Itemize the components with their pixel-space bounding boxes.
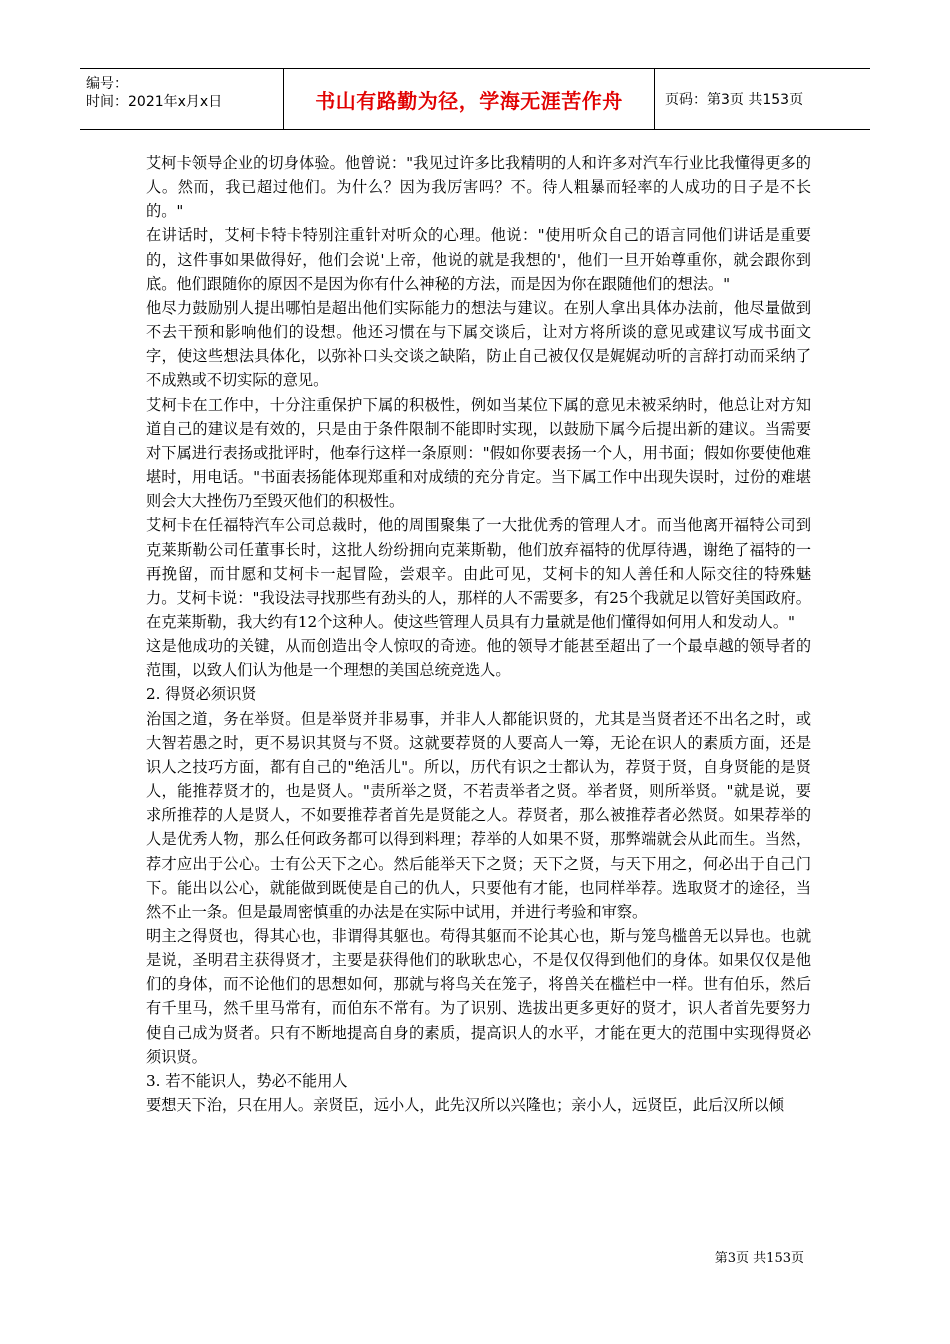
page-header: [80, 68, 870, 130]
document-number-label: 编号：: [86, 76, 128, 92]
page-footer: [715, 1247, 804, 1266]
paragraph: 在讲话时，艾柯卡特卡特别注重针对听众的心理。他说："使用听众自己的语言同他们讲话是重要的，这件事如果做得好，他们会说'上帝，他说的就是我想的'，他们一旦开始尊重你，就会跟你到底。他们跟随你的原因不是因为你有什么神秘的方法，而是因为你在跟随他们的想法。": [146, 226, 811, 293]
footer-page-number: 第3页 共153页: [714, 1251, 804, 1266]
section-heading: 3. 若不能识人，势必不能用人: [146, 1071, 348, 1090]
header-meta: [80, 69, 283, 129]
section-heading: 2. 得贤必须识贤: [146, 685, 257, 704]
document-time-label: 时间：2021年x月x日: [86, 94, 223, 110]
paragraph: 明主之得贤也，得其心也，非谓得其躯也。苟得其躯而不论其心也，斯与笼鸟槛兽无以异也。也就是说，圣明君主获得贤才，主要是获得他们的耿耿忠心，不是仅仅得到他们的身体。如果仅仅是他们的身体，而不论他们的思想如何，那就与将鸟关在笼子，将兽关在槛栏中一样。世有伯乐，然后有千里马，然千里马常有，而伯东不常有。为了识别、选拔出更多更好的贤才，识人者首先要努力使自己成为贤者。只有不断地提高自身的素质，提高识人的水平，才能在更大的范围中实现得贤必须识贤。: [146, 927, 811, 1066]
header-motto: 书山有路勤为径，学海无涯苦作舟: [315, 88, 623, 113]
paragraph: 这是他成功的关键，从而创造出令人惊叹的奇迹。他的领导才能甚至超出了一个最卓越的领导者的范围，以致人们认为他是一个理想的美国总统竞选人。: [146, 637, 811, 680]
header-motto-cell: [283, 69, 655, 129]
paragraph: 艾柯卡在任福特汽车公司总裁时，他的周围聚集了一大批优秀的管理人才。而当他离开福特公司到克莱斯勒公司任董事长时，这批人纷纷拥向克莱斯勒，他们放弃福特的优厚待遇，谢绝了福特的一再挽留，而甘愿和艾柯卡一起冒险，尝艰辛。由此可见，艾柯卡的知人善任和人际交往的特殊魅力。艾柯卡说："我设法寻找那些有劲头的人，那样的人不需要多，有25个我就足以管好美国政府。在克莱斯勒，我大约有12个这种人。使这些管理人员具有力量就是他们懂得如何用人和发动人。": [146, 516, 811, 631]
paragraph: 艾柯卡在工作中，十分注重保护下属的积极性，例如当某位下属的意见未被采纳时，他总让对方知道自己的建议是有效的，只是由于条件限制不能即时实现，以鼓励下属今后提出新的建议。当需要对下属进行表扬或批评时，他奉行这样一条原则："假如你要表扬一个人，用书面；假如你要使他难堪时，用电话。"书面表扬能体现郑重和对成绩的充分肯定。当下属工作中出现失误时，过份的难堪则会大大挫伤乃至毁灭他们的积极性。: [146, 395, 811, 511]
document-body: [146, 151, 811, 1117]
paragraph: 艾柯卡领导企业的切身体验。他曾说："我见过许多比我精明的人和许多对汽车行业比我懂得更多的人。然而，我已超过他们。为什么？因为我厉害吗？不。待人粗暴而轻率的人成功的日子是不长的。": [146, 154, 811, 221]
header-page-code-cell: [655, 69, 870, 129]
paragraph: 治国之道，务在举贤。但是举贤并非易事，并非人人都能识贤的，尤其是当贤者还不出名之时，或大智若愚之时，更不易识其贤与不贤。这就要荐贤的人要高人一筹，无论在识人的素质方面，还是识人之技巧方面，都有自己的"绝活儿"。所以，历代有识之士都认为，荐贤于贤，自身贤能的是贤人，能推荐贤才的，也是贤人。"责所举之贤，不若责举者之贤。举者贤，则所举贤。"就是说，要求所推荐的人是贤人，不如要推荐者首先是贤能之人。荐贤者，那么被推荐者必然贤。如果荐举的人是优秀人物，那么任何政务都可以得到料理；荐举的人如果不贤，那弊端就会从此而生。当然，荐才应出于公心。士有公天下之心。然后能举天下之贤；天下之贤，与天下用之，何必出于自己门下。能出以公心，就能做到既使是自己的仇人，只要他有才能，也同样举荐。选取贤才的途径，当然不止一条。但是最周密慎重的办法是在实际中试用，并进行考验和审察。: [146, 709, 811, 921]
header-page-code: 页码：第3页 共153页: [665, 92, 804, 108]
paragraph: 他尽力鼓励别人提出哪怕是超出他们实际能力的想法与建议。在别人拿出具体办法前，他尽量做到不去干预和影响他们的设想。他还习惯在与下属交谈后，让对方将所谈的意见或建议写成书面文字，使这些想法具体化，以弥补口头交谈之缺陷，防止自己被仅仅是娓娓动听的言辞打动而采纳了不成熟或不切实际的意见。: [146, 298, 811, 390]
paragraph: 要想天下治，只在用人。亲贤臣，远小人，此先汉所以兴隆也；亲小人，远贤臣，此后汉所以倾: [146, 1096, 784, 1115]
